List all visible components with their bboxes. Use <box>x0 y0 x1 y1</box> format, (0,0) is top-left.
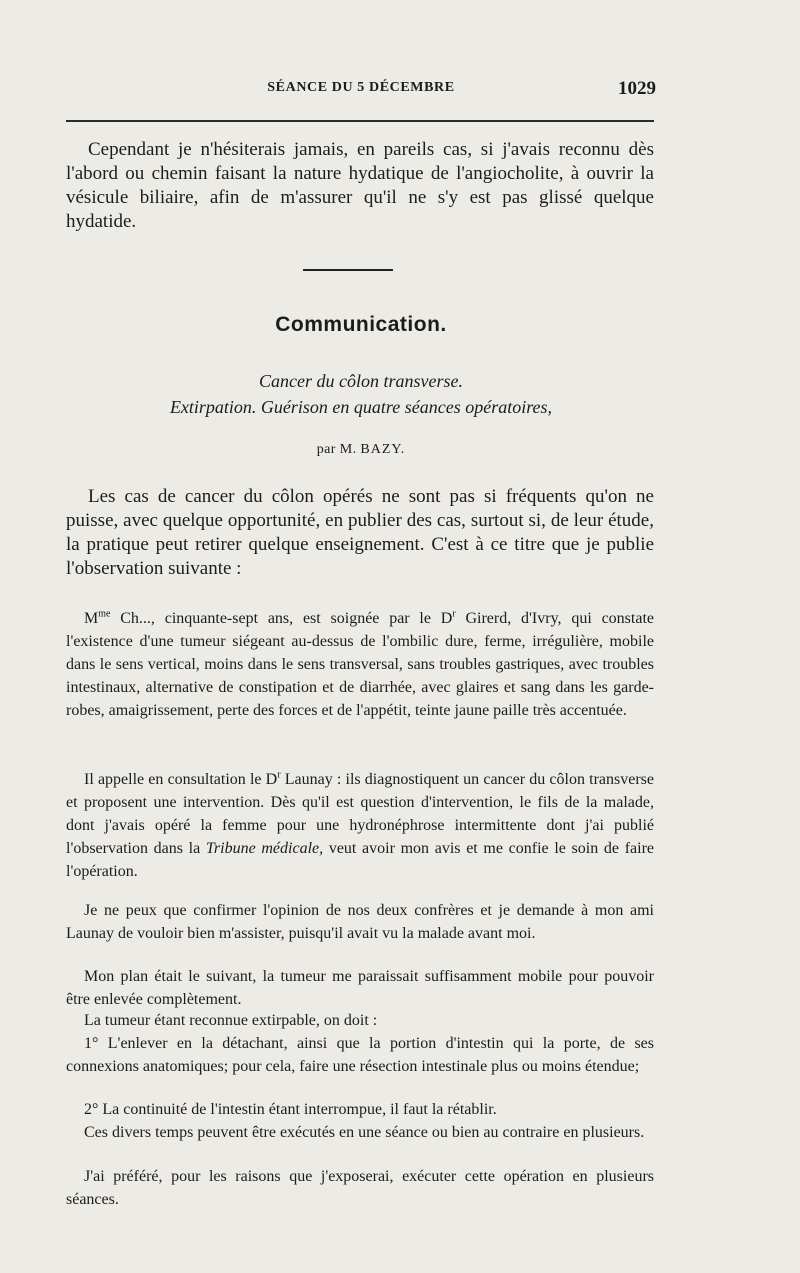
obs2-text-c: veut avoir mon avis et me confie le soin de faire l'opération. <box>66 840 654 880</box>
section-separator <box>303 269 393 271</box>
observation-paragraph-7 <box>66 1098 654 1121</box>
observation-paragraph-2 <box>66 768 654 883</box>
header-rule <box>66 120 654 122</box>
title-abbrev-sup: me <box>98 608 111 620</box>
list-number-2: 2° <box>84 1101 99 1118</box>
obs2-text-b: Launay : ils diagnostiquent un cancer du côlon transverse et proposent une intervention. Dès qu'il est question d'intervention, le fils de la malade, dont j'avais opéré la femme pour une hydronéphrose intermittente dont j'ai publié l'observation dans la <box>66 771 654 857</box>
list-number-1: 1° <box>84 1035 99 1052</box>
article-title-line-2: Extirpation. Guérison en quatre séances opératoires, <box>169 397 553 417</box>
observation-paragraph-4: Mon plan était le suivant, la tumeur me paraissait suffisamment mobile pour pouvoir être enlevée complètement. <box>66 968 654 1008</box>
list-item-1-text: L'enlever en la détachant, ainsi que la portion d'intestin qui la porte, de ses connexions anatomiques; pour cela, faire une résection intestinale plus ou moins étendue; <box>66 1035 654 1075</box>
byline-prefix: par M. <box>316 442 357 457</box>
observation-paragraph-1 <box>66 607 654 722</box>
observation-paragraph-6 <box>66 1032 654 1078</box>
observation-paragraph-8: Ces divers temps peuvent être exécutés en une séance ou bien au contraire en plusieurs. <box>84 1124 645 1141</box>
intro-paragraph: Cependant je n'hésiterais jamais, en pareils cas, si j'avais reconnu dès l'abord ou chemin faisant la nature hydatique de l'angiocholite, à ouvrir la vésicule biliaire, afin de m'assurer qu'il ne s'y est pas glissé quelque hydatide. <box>66 139 654 232</box>
list-item-2-text: La continuité de l'intestin étant interrompue, il faut la rétablir. <box>98 1101 497 1118</box>
byline <box>0 442 722 458</box>
obs1-text-a: Ch..., cinquante-sept ans, est soignée par le D <box>110 610 453 627</box>
article-title-line-1: Cancer du côlon transverse. <box>259 371 463 391</box>
title-abbrev: M <box>84 610 99 627</box>
doctor-abbrev-sup: r <box>452 608 456 620</box>
running-head <box>66 80 656 102</box>
obs1-text-b: Girerd, d'Ivry, qui constate l'existence d'une tumeur siégeant au-dessus de l'ombilic dure, ferme, irrégulière, mobile dans le sens vertical, moins dans le sens transversal, sans troubles gastriques, avec troubles intestinaux, alternative de constipation et de diarrhée, avec glaires et sang dans les garde-robes, amaigrissement, perte des forces et de l'appétit, teinte jaune paille très accentuée. <box>66 610 654 719</box>
running-title: SÉANCE DU 5 DÉCEMBRE <box>267 80 455 95</box>
observation-paragraph-3: Je ne peux que confirmer l'opinion de nos deux confrères et je demande à mon ami Launay de vouloir bien m'assister, puisqu'il avait vu la malade avant moi. <box>66 902 654 942</box>
page-number: 1029 <box>618 78 656 99</box>
observation-paragraph-5: La tumeur étant reconnue extirpable, on doit : <box>84 1012 378 1029</box>
observation-paragraph-9: J'ai préféré, pour les raisons que j'exposerai, exécuter cette opération en plusieurs séances. <box>66 1168 654 1208</box>
doctor-abbrev-sup: r <box>277 769 281 781</box>
author-name: BAZY. <box>360 442 406 457</box>
lead-paragraph: Les cas de cancer du côlon opérés ne sont pas si fréquents qu'on ne puisse, avec quelque opportunité, en publier des cas, surtout si, de leur étude, la pratique peut retirer quelque enseignement. C'est à ce titre que je publie l'observation suivante : <box>66 486 654 579</box>
journal-title: Tribune médicale, <box>205 840 324 857</box>
obs2-text-a: Il appelle en consultation le D <box>84 771 278 788</box>
section-heading: Communication. <box>275 313 447 336</box>
